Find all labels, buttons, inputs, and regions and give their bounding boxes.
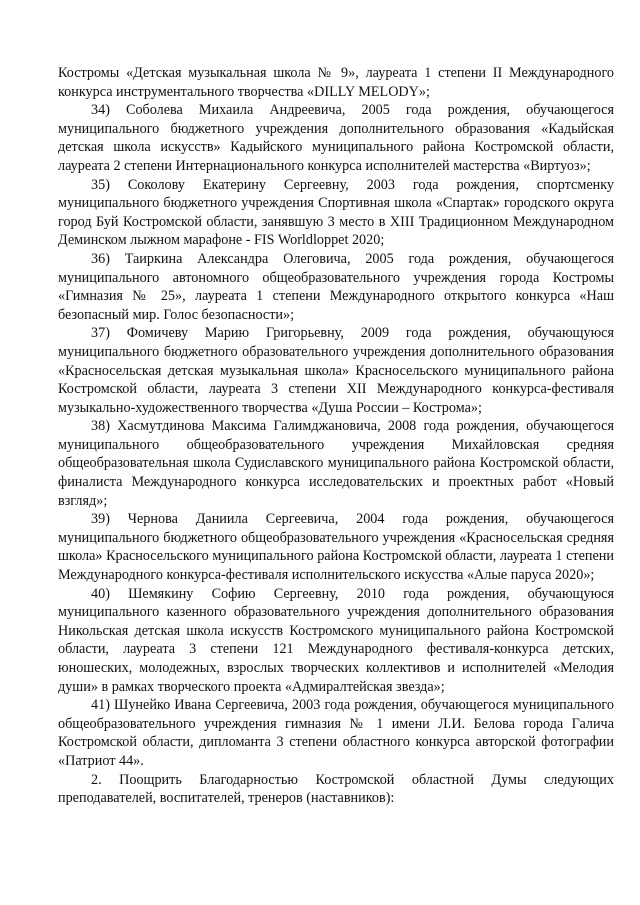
paragraph-item-41: 41) Шунейко Ивана Сергеевича, 2003 года рождения, обучающегося муниципального общеобразовательного учреждения гимназия № 1 имени Л.И. Белова города Галича Костромской области, дипломанта 3 степени областного конкурса авторской фотографии «Патриот 44». — [58, 697, 614, 769]
paragraph-item-35: 35) Соколову Екатерину Сергеевну, 2003 года рождения, спортсменку муниципального бюджетного учреждения Спортивная школа «Спартак» городского округа город Буй Костромской области, занявшую 3 место в XIII Традиционном Международном Деминском лыжном марафоне - FIS Worldloppet 2020; — [58, 176, 614, 249]
paragraph-section-2: 2. Поощрить Благодарностью Костромской областной Думы следующих преподавателей, воспитателей, тренеров (наставников): — [58, 771, 614, 807]
paragraph-item-34: 34) Соболева Михаила Андреевича, 2005 года рождения, обучающегося муниципального бюджетного учреждения дополнительного образования «Кадыйская детская школа искусств» Кадыйского муниципального района Костромской области, лауреата 2 степени Интернационального конкурса исполнителей мастерства «Виртуоз»; — [58, 102, 614, 174]
paragraph-item-36: 36) Таиркина Александра Олеговича, 2005 года рождения, обучающегося муниципального автономного общеобразовательного учреждения города Костромы «Гимназия № 25», лауреата 1 степени Международного открытого конкурса «Наш безопасный мир. Голос безопасности»; — [58, 250, 614, 323]
paragraph-item-40: 40) Шемякину Софию Сергеевну, 2010 года рождения, обучающуюся муниципального казенного образовательного учреждения дополнительного образования Никольская детская школа искусств Костромского муниципального района Костромской области, лауреата 3 степени 121 Международного фестиваля-конкурса детских, юношеских, молодежных, взрослых творческих коллективов и исполнителей «Мелодия души» в рамках творческого проекта «Адмиралтейская звезда»; — [58, 585, 614, 695]
paragraph-item-39: 39) Чернова Даниила Сергеевича, 2004 года рождения, обучающегося муниципального бюджетного общеобразовательного учреждения «Красносельская средняя школа» Красносельского муниципального района Костромской области, лауреата 1 степени Международного конкурса-фестиваля исполнительского искусства «Алые паруса 2020»; — [58, 511, 614, 584]
paragraph-item-37: 37) Фомичеву Марию Григорьевну, 2009 года рождения, обучающуюся муниципального бюджетного образовательного учреждения дополнительного образования «Красносельская детская музыкальная школа» Красносельского муниципального района Костромской области, лауреата 3 степени XII Международного конкурса-фестиваля музыкально-художественного творчества «Душа России – Кострома»; — [58, 325, 614, 416]
paragraph-continuation: Костромы «Детская музыкальная школа № 9», лауреата 1 степени II Международного конкурса инструментального творчества «DILLY MELODY»; — [58, 65, 614, 100]
paragraph-item-38: 38) Хасмутдинова Максима Галимджановича, 2008 года рождения, обучающегося муниципального общеобразовательного учреждения Михайловская средняя общеобразовательная школа Судиславского муниципального района Костромской области, финалиста Международного конкурса исследовательских и проектных работ «Новый взгляд»; — [58, 418, 614, 509]
document-page — [58, 64, 614, 808]
